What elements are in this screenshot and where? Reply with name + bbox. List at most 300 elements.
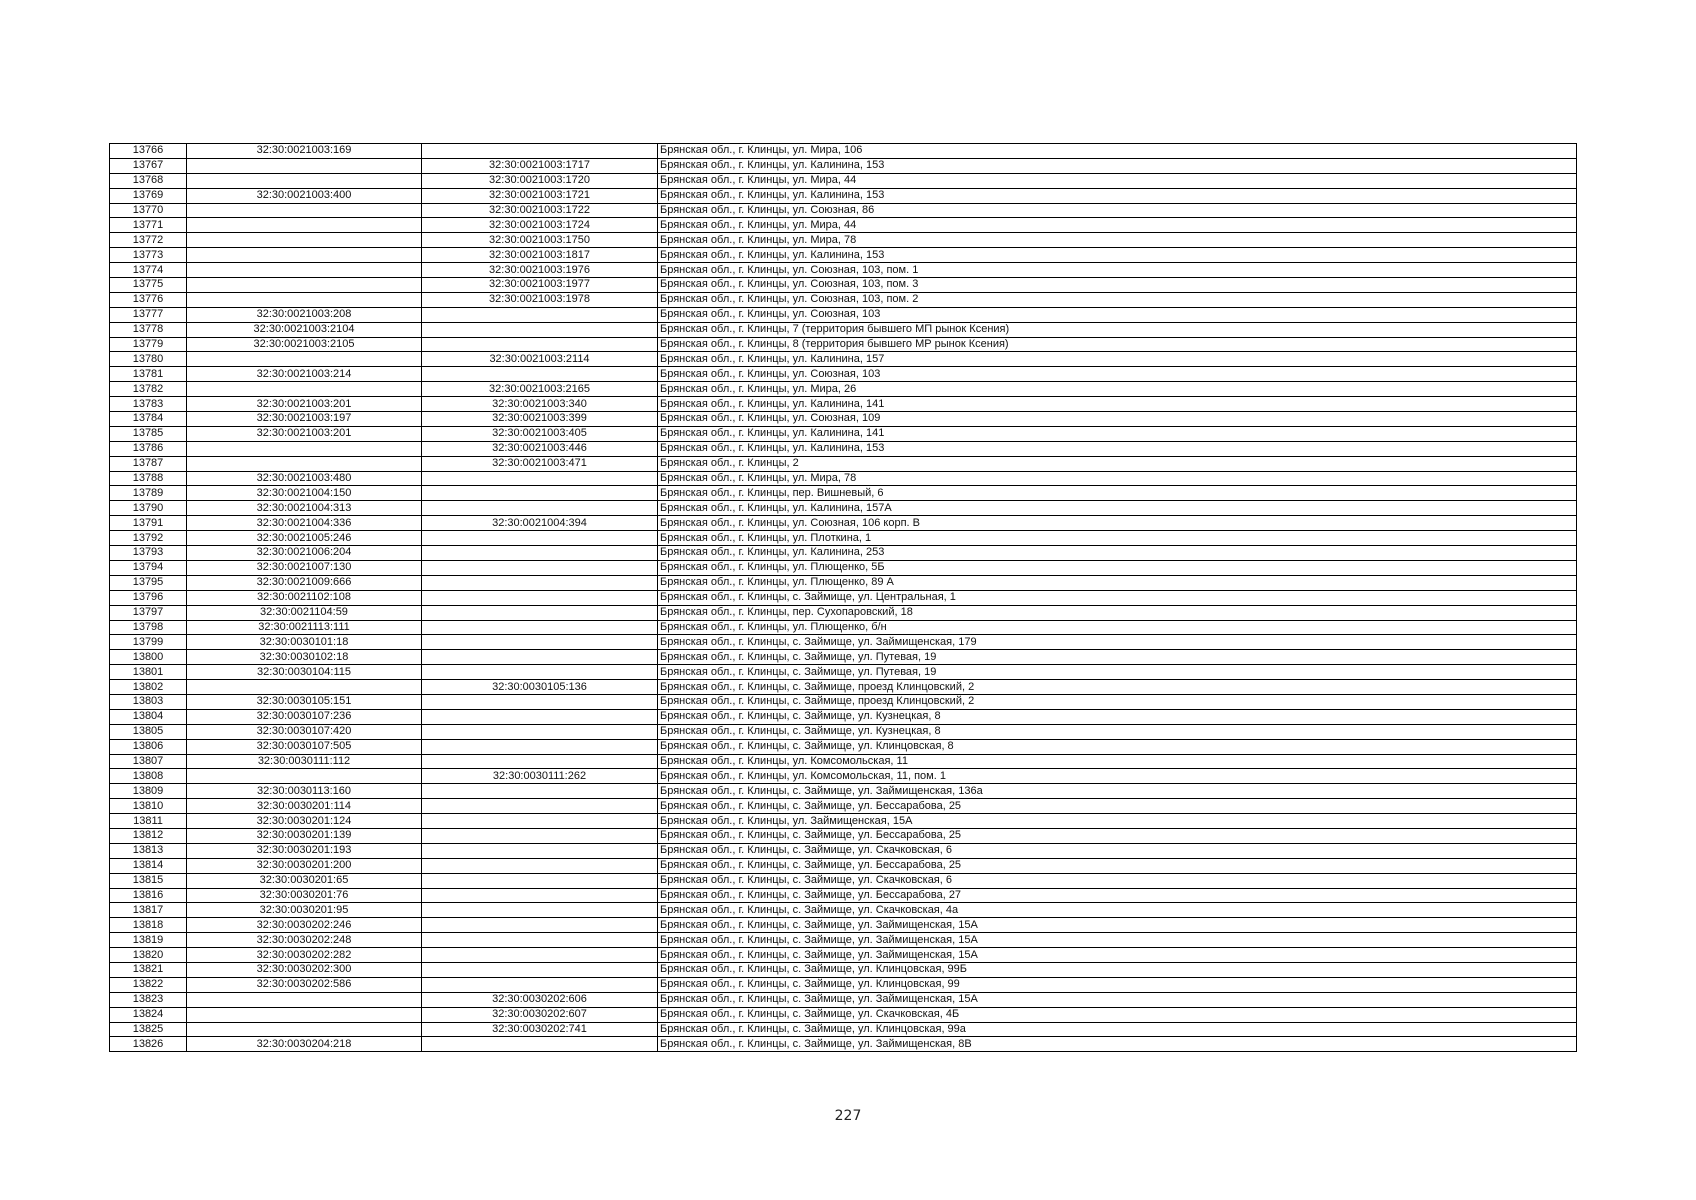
related-cadastral-number-cell: 32:30:0030202:607: [422, 1007, 658, 1022]
cadastral-number-cell: [187, 456, 422, 471]
table-row: [110, 933, 1577, 948]
related-cadastral-number-cell: [422, 501, 658, 516]
table-row: [110, 799, 1577, 814]
row-number-cell: 13780: [110, 352, 187, 367]
row-number-cell: 13813: [110, 843, 187, 858]
table-row: [110, 784, 1577, 799]
cadastral-number-cell: [187, 203, 422, 218]
cadastral-number-cell: 32:30:0021102:108: [187, 590, 422, 605]
table-row: [110, 754, 1577, 769]
address-cell: Брянская обл., г. Клинцы, ул. Мира, 106: [658, 144, 1577, 159]
row-number-cell: 13821: [110, 962, 187, 977]
cadastral-number-cell: 32:30:0030113:160: [187, 784, 422, 799]
address-cell: Брянская обл., г. Клинцы, ул. Союзная, 106 корп. В: [658, 516, 1577, 531]
address-cell: Брянская обл., г. Клинцы, с. Займище, ул. Скачковская, 4Б: [658, 1007, 1577, 1022]
row-number-cell: 13811: [110, 814, 187, 829]
cadastral-number-cell: 32:30:0021004:150: [187, 486, 422, 501]
related-cadastral-number-cell: 32:30:0021003:1717: [422, 158, 658, 173]
address-cell: Брянская обл., г. Клинцы, ул. Мира, 44: [658, 218, 1577, 233]
related-cadastral-number-cell: 32:30:0021003:1720: [422, 173, 658, 188]
table-row: [110, 605, 1577, 620]
related-cadastral-number-cell: 32:30:0021003:340: [422, 397, 658, 412]
cadastral-number-cell: 32:30:0021003:201: [187, 397, 422, 412]
table-row: [110, 322, 1577, 337]
address-cell: Брянская обл., г. Клинцы, ул. Калинина, 141: [658, 397, 1577, 412]
related-cadastral-number-cell: 32:30:0021003:446: [422, 441, 658, 456]
row-number-cell: 13775: [110, 278, 187, 293]
row-number-cell: 13815: [110, 873, 187, 888]
cadastral-number-cell: 32:30:0021113:111: [187, 620, 422, 635]
cadastral-number-cell: 32:30:0021005:246: [187, 531, 422, 546]
cadastral-number-cell: 32:30:0021003:214: [187, 367, 422, 382]
address-cell: Брянская обл., г. Клинцы, ул. Калинина, 141: [658, 426, 1577, 441]
related-cadastral-number-cell: [422, 858, 658, 873]
related-cadastral-number-cell: [422, 486, 658, 501]
row-number-cell: 13772: [110, 233, 187, 248]
address-cell: Брянская обл., г. Клинцы, с. Займище, ул. Бессарабова, 25: [658, 858, 1577, 873]
cadastral-number-cell: 32:30:0030201:65: [187, 873, 422, 888]
row-number-cell: 13806: [110, 739, 187, 754]
table-row: [110, 1022, 1577, 1037]
table-row: [110, 441, 1577, 456]
row-number-cell: 13786: [110, 441, 187, 456]
address-cell: Брянская обл., г. Клинцы, ул. Плющенко, б/н: [658, 620, 1577, 635]
cadastral-number-cell: 32:30:0030107:420: [187, 724, 422, 739]
related-cadastral-number-cell: [422, 471, 658, 486]
address-cell: Брянская обл., г. Клинцы, с. Займище, ул. Бессарабова, 27: [658, 888, 1577, 903]
address-cell: Брянская обл., г. Клинцы, с. Займище, ул. Займищенская, 136а: [658, 784, 1577, 799]
row-number-cell: 13807: [110, 754, 187, 769]
address-cell: Брянская обл., г. Клинцы, ул. Калинина, 153: [658, 188, 1577, 203]
table-row: [110, 382, 1577, 397]
address-cell: Брянская обл., г. Клинцы, ул. Мира, 78: [658, 471, 1577, 486]
table-row: [110, 739, 1577, 754]
row-number-cell: 13814: [110, 858, 187, 873]
table-row: [110, 352, 1577, 367]
address-cell: Брянская обл., г. Клинцы, ул. Мира, 26: [658, 382, 1577, 397]
cadastral-number-cell: 32:30:0021004:336: [187, 516, 422, 531]
related-cadastral-number-cell: 32:30:0021003:405: [422, 426, 658, 441]
cadastral-number-cell: 32:30:0021003:480: [187, 471, 422, 486]
table-row: [110, 903, 1577, 918]
address-cell: Брянская обл., г. Клинцы, ул. Плющенко, 89 А: [658, 575, 1577, 590]
table-row: [110, 724, 1577, 739]
related-cadastral-number-cell: 32:30:0021003:1721: [422, 188, 658, 203]
row-number-cell: 13820: [110, 948, 187, 963]
page-number: 227: [834, 1108, 862, 1124]
related-cadastral-number-cell: [422, 873, 658, 888]
table-row: [110, 471, 1577, 486]
related-cadastral-number-cell: [422, 709, 658, 724]
row-number-cell: 13797: [110, 605, 187, 620]
related-cadastral-number-cell: 32:30:0021003:471: [422, 456, 658, 471]
related-cadastral-number-cell: [422, 590, 658, 605]
row-number-cell: 13805: [110, 724, 187, 739]
related-cadastral-number-cell: [422, 828, 658, 843]
related-cadastral-number-cell: 32:30:0021003:1750: [422, 233, 658, 248]
row-number-cell: 13817: [110, 903, 187, 918]
row-number-cell: 13824: [110, 1007, 187, 1022]
row-number-cell: 13808: [110, 769, 187, 784]
related-cadastral-number-cell: [422, 918, 658, 933]
cadastral-number-cell: 32:30:0030201:139: [187, 828, 422, 843]
address-cell: Брянская обл., г. Клинцы, с. Займище, ул. Бессарабова, 25: [658, 799, 1577, 814]
address-cell: Брянская обл., г. Клинцы, с. Займище, проезд Клинцовский, 2: [658, 680, 1577, 695]
address-cell: Брянская обл., г. Клинцы, ул. Союзная, 86: [658, 203, 1577, 218]
address-cell: Брянская обл., г. Клинцы, 8 (территория бывшего МР рынок Ксения): [658, 337, 1577, 352]
cadastral-number-cell: 32:30:0021003:201: [187, 426, 422, 441]
row-number-cell: 13809: [110, 784, 187, 799]
table-row: [110, 680, 1577, 695]
cadastral-number-cell: 32:30:0021104:59: [187, 605, 422, 620]
table-row: [110, 709, 1577, 724]
row-number-cell: 13793: [110, 546, 187, 561]
address-cell: Брянская обл., г. Клинцы, с. Займище, ул. Скачковская, 6: [658, 873, 1577, 888]
address-cell: Брянская обл., г. Клинцы, 2: [658, 456, 1577, 471]
related-cadastral-number-cell: [422, 546, 658, 561]
address-cell: Брянская обл., г. Клинцы, 7 (территория бывшего МП рынок Ксения): [658, 322, 1577, 337]
related-cadastral-number-cell: 32:30:0021003:1976: [422, 263, 658, 278]
related-cadastral-number-cell: [422, 724, 658, 739]
related-cadastral-number-cell: 32:30:0030111:262: [422, 769, 658, 784]
table-row: [110, 590, 1577, 605]
table-row: [110, 1007, 1577, 1022]
address-cell: Брянская обл., г. Клинцы, с. Займище, ул. Займищенская, 15А: [658, 992, 1577, 1007]
table-row: [110, 665, 1577, 680]
related-cadastral-number-cell: 32:30:0021004:394: [422, 516, 658, 531]
row-number-cell: 13771: [110, 218, 187, 233]
cadastral-number-cell: 32:30:0030104:115: [187, 665, 422, 680]
related-cadastral-number-cell: 32:30:0021003:399: [422, 412, 658, 427]
cadastral-number-cell: 32:30:0030201:193: [187, 843, 422, 858]
address-cell: Брянская обл., г. Клинцы, ул. Калинина, 157А: [658, 501, 1577, 516]
related-cadastral-number-cell: [422, 575, 658, 590]
related-cadastral-number-cell: [422, 962, 658, 977]
table-row: [110, 620, 1577, 635]
cadastral-number-cell: [187, 158, 422, 173]
related-cadastral-number-cell: [422, 888, 658, 903]
row-number-cell: 13785: [110, 426, 187, 441]
row-number-cell: 13789: [110, 486, 187, 501]
related-cadastral-number-cell: 32:30:0030105:136: [422, 680, 658, 695]
table-row: [110, 531, 1577, 546]
address-cell: Брянская обл., г. Клинцы, ул. Союзная, 103: [658, 367, 1577, 382]
related-cadastral-number-cell: [422, 799, 658, 814]
table-row: [110, 144, 1577, 159]
related-cadastral-number-cell: [422, 754, 658, 769]
table-row: [110, 426, 1577, 441]
cadastral-number-cell: 32:30:0030111:112: [187, 754, 422, 769]
row-number-cell: 13812: [110, 828, 187, 843]
cadastral-number-cell: [187, 233, 422, 248]
related-cadastral-number-cell: [422, 650, 658, 665]
cadastral-number-cell: [187, 248, 422, 263]
address-cell: Брянская обл., г. Клинцы, с. Займище, ул. Займищенская, 15А: [658, 948, 1577, 963]
cadastral-number-cell: 32:30:0030201:114: [187, 799, 422, 814]
table-row: [110, 248, 1577, 263]
table-row: [110, 188, 1577, 203]
related-cadastral-number-cell: [422, 1037, 658, 1052]
cadastral-number-cell: 32:30:0030101:18: [187, 635, 422, 650]
registry-table-body: [110, 144, 1577, 1052]
address-cell: Брянская обл., г. Клинцы, ул. Плоткина, 1: [658, 531, 1577, 546]
row-number-cell: 13787: [110, 456, 187, 471]
address-cell: Брянская обл., г. Клинцы, с. Займище, ул. Займищенская, 8В: [658, 1037, 1577, 1052]
row-number-cell: 13781: [110, 367, 187, 382]
table-row: [110, 218, 1577, 233]
row-number-cell: 13794: [110, 560, 187, 575]
row-number-cell: 13774: [110, 263, 187, 278]
related-cadastral-number-cell: [422, 814, 658, 829]
related-cadastral-number-cell: 32:30:0021003:2165: [422, 382, 658, 397]
cadastral-number-cell: 32:30:0021003:2104: [187, 322, 422, 337]
related-cadastral-number-cell: 32:30:0021003:2114: [422, 352, 658, 367]
related-cadastral-number-cell: 32:30:0021003:1817: [422, 248, 658, 263]
table-row: [110, 367, 1577, 382]
related-cadastral-number-cell: [422, 665, 658, 680]
table-row: [110, 650, 1577, 665]
related-cadastral-number-cell: 32:30:0021003:1724: [422, 218, 658, 233]
row-number-cell: 13823: [110, 992, 187, 1007]
row-number-cell: 13825: [110, 1022, 187, 1037]
cadastral-number-cell: [187, 173, 422, 188]
table-row: [110, 769, 1577, 784]
row-number-cell: 13816: [110, 888, 187, 903]
table-row: [110, 814, 1577, 829]
related-cadastral-number-cell: 32:30:0030202:606: [422, 992, 658, 1007]
row-number-cell: 13766: [110, 144, 187, 159]
cadastral-number-cell: [187, 1022, 422, 1037]
related-cadastral-number-cell: [422, 933, 658, 948]
table-row: [110, 575, 1577, 590]
row-number-cell: 13818: [110, 918, 187, 933]
row-number-cell: 13796: [110, 590, 187, 605]
table-row: [110, 486, 1577, 501]
cadastral-number-cell: 32:30:0021003:197: [187, 412, 422, 427]
cadastral-number-cell: [187, 278, 422, 293]
row-number-cell: 13819: [110, 933, 187, 948]
address-cell: Брянская обл., г. Клинцы, ул. Калинина, 153: [658, 248, 1577, 263]
table-row: [110, 397, 1577, 412]
table-row: [110, 263, 1577, 278]
row-number-cell: 13777: [110, 307, 187, 322]
cadastral-number-cell: [187, 680, 422, 695]
cadastral-number-cell: 32:30:0030202:586: [187, 977, 422, 992]
related-cadastral-number-cell: [422, 307, 658, 322]
address-cell: Брянская обл., г. Клинцы, с. Займище, ул. Займищенская, 179: [658, 635, 1577, 650]
table-row: [110, 337, 1577, 352]
row-number-cell: 13773: [110, 248, 187, 263]
row-number-cell: 13770: [110, 203, 187, 218]
address-cell: Брянская обл., г. Клинцы, ул. Плющенко, 5Б: [658, 560, 1577, 575]
address-cell: Брянская обл., г. Клинцы, с. Займище, ул. Скачковская, 4а: [658, 903, 1577, 918]
cadastral-number-cell: [187, 292, 422, 307]
table-row: [110, 412, 1577, 427]
address-cell: Брянская обл., г. Клинцы, с. Займище, ул. Кузнецкая, 8: [658, 724, 1577, 739]
cadastral-number-cell: 32:30:0021003:2105: [187, 337, 422, 352]
cadastral-number-cell: 32:30:0030201:124: [187, 814, 422, 829]
row-number-cell: 13795: [110, 575, 187, 590]
cadastral-number-cell: 32:30:0021009:666: [187, 575, 422, 590]
related-cadastral-number-cell: 32:30:0021003:1722: [422, 203, 658, 218]
table-row: [110, 873, 1577, 888]
table-row: [110, 546, 1577, 561]
related-cadastral-number-cell: [422, 784, 658, 799]
cadastral-number-cell: 32:30:0030105:151: [187, 694, 422, 709]
address-cell: Брянская обл., г. Клинцы, ул. Союзная, 109: [658, 412, 1577, 427]
related-cadastral-number-cell: 32:30:0021003:1977: [422, 278, 658, 293]
address-cell: Брянская обл., г. Клинцы, ул. Союзная, 103, пом. 1: [658, 263, 1577, 278]
related-cadastral-number-cell: [422, 948, 658, 963]
cadastral-number-cell: 32:30:0021003:169: [187, 144, 422, 159]
address-cell: Брянская обл., г. Клинцы, с. Займище, ул. Скачковская, 6: [658, 843, 1577, 858]
address-cell: Брянская обл., г. Клинцы, с. Займище, ул. Путевая, 19: [658, 650, 1577, 665]
row-number-cell: 13782: [110, 382, 187, 397]
table-row: [110, 560, 1577, 575]
cadastral-number-cell: 32:30:0030202:282: [187, 948, 422, 963]
table-row: [110, 694, 1577, 709]
cadastral-number-cell: [187, 382, 422, 397]
registry-table: [109, 143, 1577, 1052]
row-number-cell: 13822: [110, 977, 187, 992]
table-row: [110, 858, 1577, 873]
related-cadastral-number-cell: [422, 903, 658, 918]
table-row: [110, 278, 1577, 293]
address-cell: Брянская обл., г. Клинцы, ул. Мира, 78: [658, 233, 1577, 248]
address-cell: Брянская обл., г. Клинцы, ул. Калинина, 153: [658, 158, 1577, 173]
table-row: [110, 948, 1577, 963]
address-cell: Брянская обл., г. Клинцы, ул. Займищенская, 15А: [658, 814, 1577, 829]
cadastral-number-cell: 32:30:0030107:505: [187, 739, 422, 754]
related-cadastral-number-cell: [422, 337, 658, 352]
row-number-cell: 13803: [110, 694, 187, 709]
cadastral-number-cell: 32:30:0030102:18: [187, 650, 422, 665]
cadastral-number-cell: 32:30:0030201:95: [187, 903, 422, 918]
table-row: [110, 501, 1577, 516]
table-row: [110, 828, 1577, 843]
cadastral-number-cell: [187, 992, 422, 1007]
related-cadastral-number-cell: [422, 605, 658, 620]
table-row: [110, 992, 1577, 1007]
related-cadastral-number-cell: [422, 367, 658, 382]
table-row: [110, 158, 1577, 173]
row-number-cell: 13802: [110, 680, 187, 695]
row-number-cell: 13798: [110, 620, 187, 635]
cadastral-number-cell: 32:30:0021006:204: [187, 546, 422, 561]
address-cell: Брянская обл., г. Клинцы, ул. Калинина, 153: [658, 441, 1577, 456]
related-cadastral-number-cell: [422, 620, 658, 635]
address-cell: Брянская обл., г. Клинцы, с. Займище, ул. Бессарабова, 25: [658, 828, 1577, 843]
related-cadastral-number-cell: [422, 977, 658, 992]
table-row: [110, 173, 1577, 188]
cadastral-number-cell: [187, 218, 422, 233]
table-row: [110, 635, 1577, 650]
table-row: [110, 962, 1577, 977]
address-cell: Брянская обл., г. Клинцы, пер. Сухопаровский, 18: [658, 605, 1577, 620]
cadastral-number-cell: 32:30:0021003:400: [187, 188, 422, 203]
related-cadastral-number-cell: [422, 560, 658, 575]
address-cell: Брянская обл., г. Клинцы, ул. Калинина, 253: [658, 546, 1577, 561]
address-cell: Брянская обл., г. Клинцы, ул. Союзная, 103, пом. 3: [658, 278, 1577, 293]
address-cell: Брянская обл., г. Клинцы, с. Займище, ул. Кузнецкая, 8: [658, 709, 1577, 724]
address-cell: Брянская обл., г. Клинцы, с. Займище, ул. Центральная, 1: [658, 590, 1577, 605]
address-cell: Брянская обл., г. Клинцы, с. Займище, ул. Клинцовская, 8: [658, 739, 1577, 754]
address-cell: Брянская обл., г. Клинцы, пер. Вишневый, 6: [658, 486, 1577, 501]
row-number-cell: 13792: [110, 531, 187, 546]
table-row: [110, 456, 1577, 471]
table-row: [110, 307, 1577, 322]
table-row: [110, 977, 1577, 992]
cadastral-number-cell: [187, 352, 422, 367]
address-cell: Брянская обл., г. Клинцы, с. Займище, ул. Займищенская, 15А: [658, 933, 1577, 948]
address-cell: Брянская обл., г. Клинцы, ул. Союзная, 103: [658, 307, 1577, 322]
table-row: [110, 1037, 1577, 1052]
cadastral-number-cell: 32:30:0021003:208: [187, 307, 422, 322]
row-number-cell: 13826: [110, 1037, 187, 1052]
related-cadastral-number-cell: [422, 843, 658, 858]
row-number-cell: 13768: [110, 173, 187, 188]
related-cadastral-number-cell: 32:30:0021003:1978: [422, 292, 658, 307]
cadastral-number-cell: 32:30:0030202:246: [187, 918, 422, 933]
row-number-cell: 13779: [110, 337, 187, 352]
row-number-cell: 13801: [110, 665, 187, 680]
related-cadastral-number-cell: [422, 635, 658, 650]
address-cell: Брянская обл., г. Клинцы, с. Займище, ул. Клинцовская, 99: [658, 977, 1577, 992]
row-number-cell: 13778: [110, 322, 187, 337]
row-number-cell: 13790: [110, 501, 187, 516]
cadastral-number-cell: 32:30:0030107:236: [187, 709, 422, 724]
row-number-cell: 13804: [110, 709, 187, 724]
address-cell: Брянская обл., г. Клинцы, ул. Комсомольская, 11, пом. 1: [658, 769, 1577, 784]
table-row: [110, 843, 1577, 858]
row-number-cell: 13769: [110, 188, 187, 203]
row-number-cell: 13791: [110, 516, 187, 531]
table-row: [110, 888, 1577, 903]
related-cadastral-number-cell: [422, 739, 658, 754]
row-number-cell: 13776: [110, 292, 187, 307]
cadastral-number-cell: 32:30:0030201:76: [187, 888, 422, 903]
cadastral-number-cell: 32:30:0030201:200: [187, 858, 422, 873]
cadastral-number-cell: [187, 769, 422, 784]
address-cell: Брянская обл., г. Клинцы, с. Займище, ул. Клинцовская, 99а: [658, 1022, 1577, 1037]
address-cell: Брянская обл., г. Клинцы, ул. Комсомольская, 11: [658, 754, 1577, 769]
address-cell: Брянская обл., г. Клинцы, ул. Мира, 44: [658, 173, 1577, 188]
related-cadastral-number-cell: [422, 322, 658, 337]
cadastral-number-cell: [187, 1007, 422, 1022]
related-cadastral-number-cell: [422, 694, 658, 709]
table-row: [110, 516, 1577, 531]
address-cell: Брянская обл., г. Клинцы, ул. Союзная, 103, пом. 2: [658, 292, 1577, 307]
table-row: [110, 233, 1577, 248]
address-cell: Брянская обл., г. Клинцы, с. Займище, проезд Клинцовский, 2: [658, 694, 1577, 709]
cadastral-number-cell: 32:30:0030202:248: [187, 933, 422, 948]
row-number-cell: 13799: [110, 635, 187, 650]
table-row: [110, 292, 1577, 307]
row-number-cell: 13810: [110, 799, 187, 814]
related-cadastral-number-cell: [422, 531, 658, 546]
related-cadastral-number-cell: [422, 144, 658, 159]
row-number-cell: 13784: [110, 412, 187, 427]
related-cadastral-number-cell: 32:30:0030202:741: [422, 1022, 658, 1037]
row-number-cell: 13767: [110, 158, 187, 173]
cadastral-number-cell: [187, 263, 422, 278]
table-row: [110, 203, 1577, 218]
address-cell: Брянская обл., г. Клинцы, с. Займище, ул. Клинцовская, 99Б: [658, 962, 1577, 977]
table-row: [110, 918, 1577, 933]
cadastral-number-cell: [187, 441, 422, 456]
address-cell: Брянская обл., г. Клинцы, с. Займище, ул. Займищенская, 15А: [658, 918, 1577, 933]
address-cell: Брянская обл., г. Клинцы, ул. Калинина, 157: [658, 352, 1577, 367]
